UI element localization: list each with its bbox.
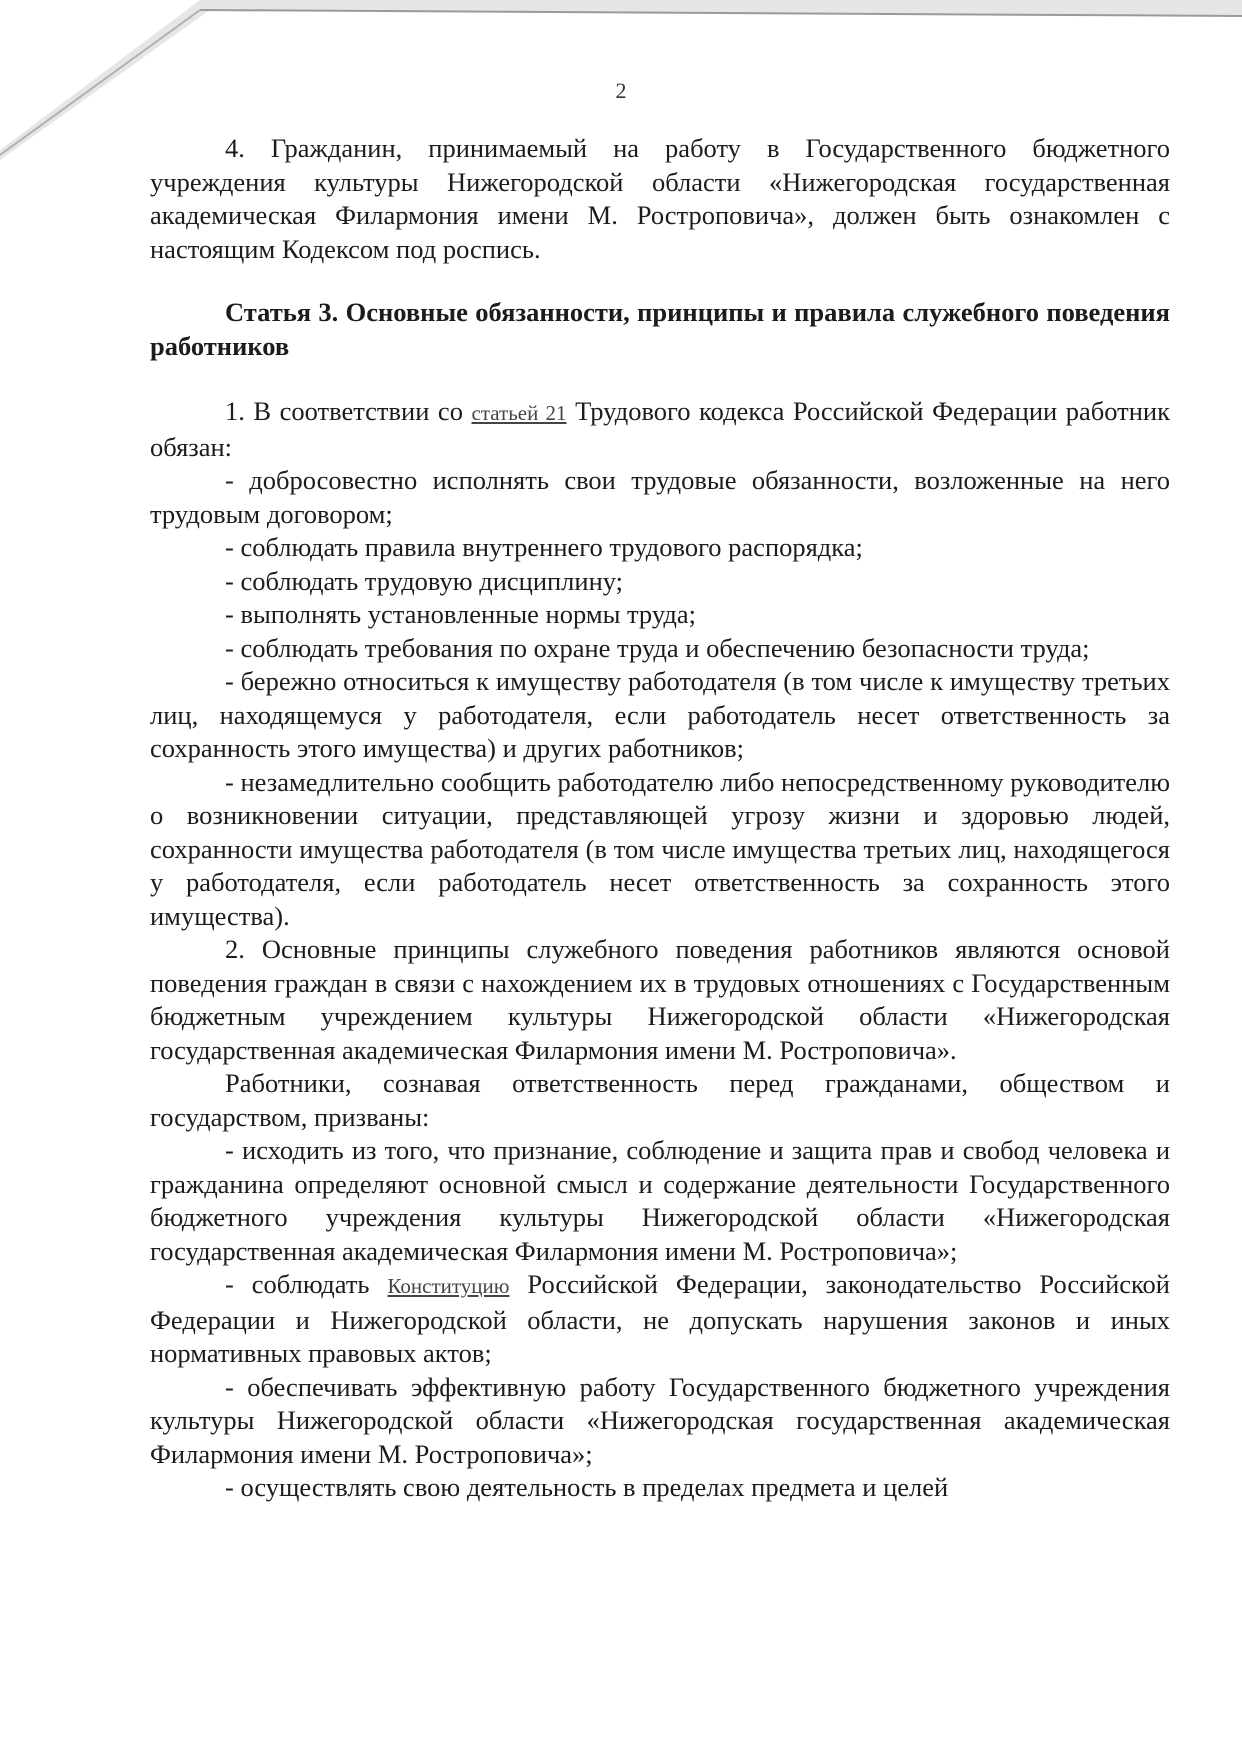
call-item-2-text-a: - соблюдать: [225, 1269, 388, 1299]
call-item-3: - обеспечивать эффективную работу Государственного бюджетного учреждения культуры Нижегородской области «Нижегородская государственная академическая Филармония имени М. Ростроповича»;: [150, 1371, 1170, 1469]
duty-item-3: - соблюдать трудовую дисциплину;: [225, 565, 624, 596]
document-body: [150, 132, 1170, 1505]
duty-item-5: - соблюдать требования по охране труда и обеспечению безопасности труда;: [225, 632, 1090, 663]
section-2: 2. Основные принципы служебного поведения работников являются основой поведения граждан в связи с нахождением их в трудовых отношениях с Государственным бюджетным учреждением культуры Нижегородской области «Нижегородская государственная академическая Филармония имени М. Ростроповича».: [150, 934, 1170, 1065]
constitution-link[interactable]: Конституцию: [387, 1274, 510, 1298]
article-3-heading: Статья 3. Основные обязанности, принципы и правила служебного поведения работников: [150, 297, 1170, 361]
call-item-1: - исходить из того, что признание, соблюдение и защита прав и свобод человека и гражданина определяют основной смысл и содержание деятельности Государственного бюджетного учреждения культуры Нижегородской области «Нижегородская государственная академическая Филармония имени М. Ростроповича»;: [150, 1135, 1170, 1266]
section-1-text-b: Трудового кодекса Российской Федерации работник обязан:: [150, 396, 1170, 462]
duty-item-7: - незамедлительно сообщить работодателю либо непосредственному руководителю о возникновении ситуации, представляющей угрозу жизни и здоровью людей, сохранности имущества работодателя (в том числе имущества третьих лиц, находящегося у работодателя, если работодатель несет ответственность за сохранность этого имущества).: [150, 766, 1170, 931]
page-number: 2: [615, 78, 627, 103]
paragraph-4: 4. Гражданин, принимаемый на работу в Государственного бюджетного учреждения культуры Нижегородской области «Нижегородская государственная академическая Филармония имени М. Ростроповича», должен быть ознакомлен с настоящим Кодексом под роспись.: [150, 133, 1170, 264]
duty-item-4: - выполнять установленные нормы труда;: [225, 599, 697, 629]
section-1-intro: [150, 395, 1170, 464]
workers-intro: Работники, сознавая ответственность перед гражданами, обществом и государством, призваны:: [150, 1068, 1170, 1132]
duty-item-1: - добросовестно исполнять свои трудовые обязанности, возложенные на него трудовым договором;: [150, 465, 1170, 529]
section-1-text-a: 1. В соответствии со: [225, 396, 472, 426]
call-item-2-text-b: Российской Федерации, законодательство Российской Федерации и Нижегородской области, не допускать нарушения законов и иных нормативных правовых актов;: [150, 1269, 1170, 1368]
labor-code-article-21-link[interactable]: статьей 21: [471, 401, 567, 425]
call-item-2: [150, 1268, 1170, 1371]
call-item-4: - осуществлять свою деятельность в пределах предмета и целей: [225, 1472, 949, 1502]
duty-item-6: - бережно относиться к имуществу работодателя (в том числе к имуществу третьих лиц, находящемуся у работодателя, если работодатель несет ответственность за сохранность этого имущества) и других работников;: [150, 666, 1170, 763]
duty-item-2: - соблюдать правила внутреннего трудового распорядка;: [225, 532, 863, 562]
